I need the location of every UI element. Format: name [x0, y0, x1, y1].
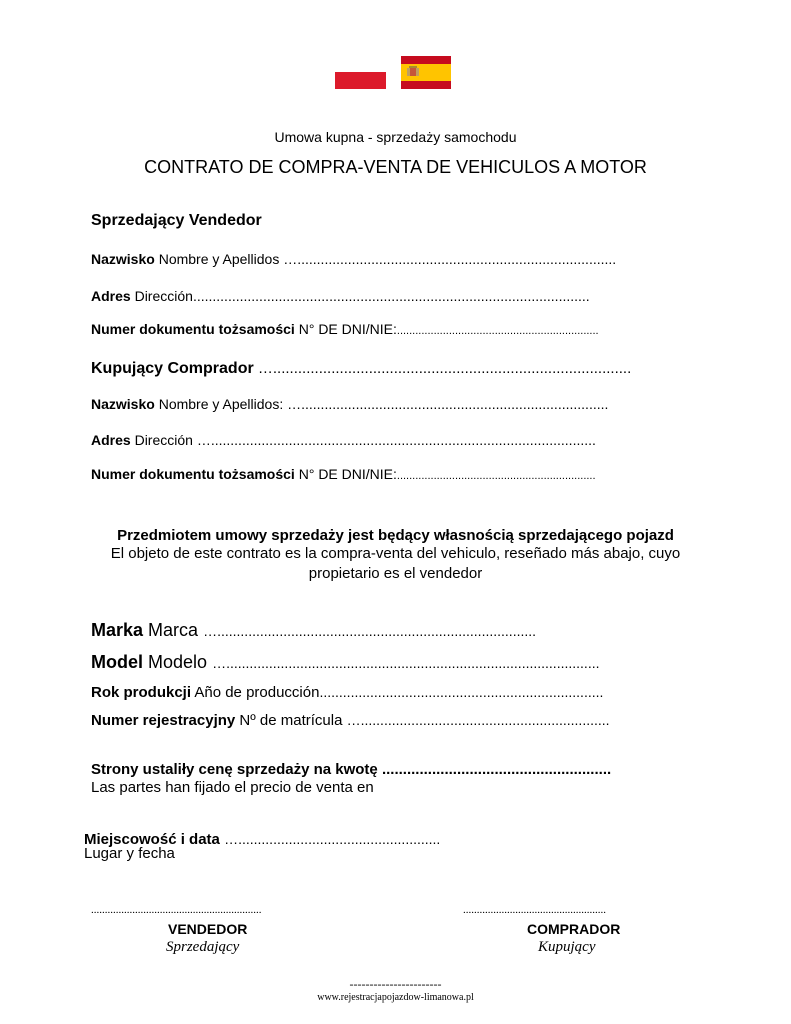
seller-address-row	[91, 288, 590, 304]
vehicle-year-field[interactable]: .........................................................................	[319, 684, 604, 700]
seller-id-label-es: N° DE DNI/NIE:	[298, 321, 397, 337]
vehicle-registration-field[interactable]: …................................................................	[346, 712, 610, 728]
buyer-signature-label-pl: Kupujący	[538, 939, 596, 955]
price-row	[91, 761, 611, 778]
place-date-field[interactable]: …....................................................	[224, 831, 441, 847]
buyer-id-label-pl: Numer dokumentu tożsamości	[91, 466, 295, 482]
seller-surname-field[interactable]: …..................................................................................	[283, 251, 617, 267]
buyer-address-label-pl: Adres	[91, 432, 131, 448]
buyer-id-row	[91, 466, 596, 482]
price-label-es: Las partes han fijado el precio de venta en	[91, 779, 374, 796]
vehicle-year-row	[91, 684, 603, 701]
buyer-heading-field[interactable]: …......................................................................................	[257, 360, 632, 377]
seller-address-label-es: Dirección	[134, 288, 193, 304]
vehicle-brand-label-es: Marca	[148, 620, 199, 640]
seller-address-field[interactable]: ......................................................................................................	[192, 288, 590, 304]
place-date-label-pl: Miejscowość i data	[84, 831, 220, 848]
seller-address-label-pl: Adres	[91, 288, 131, 304]
seller-surname-label-pl: Nazwisko	[91, 251, 155, 267]
subtitle-polish: Umowa kupna - sprzedaży samochodu	[274, 129, 517, 145]
buyer-heading: Kupujący Comprador	[91, 360, 254, 377]
buyer-address-row	[91, 432, 596, 448]
vehicle-model-field[interactable]: …................................................................................................	[212, 655, 600, 671]
buyer-surname-field[interactable]: …...............................................................................	[287, 396, 609, 412]
subject-line-spanish-2: propietario es el vendedor	[308, 565, 483, 582]
subject-line-polish: Przedmiotem umowy sprzedaży jest będący własnością sprzedającego pojazd	[117, 527, 674, 544]
place-date-label-es: Lugar y fecha	[84, 845, 175, 862]
buyer-surname-label-pl: Nazwisko	[91, 396, 155, 412]
buyer-id-field[interactable]: .................................................................	[396, 470, 596, 482]
flag-poland-icon	[335, 72, 386, 89]
buyer-surname-label-es: Nombre y Apellidos:	[158, 396, 284, 412]
vehicle-model-row	[91, 652, 599, 673]
vehicle-model-label-es: Modelo	[148, 652, 208, 672]
vehicle-year-label-es: Año de producción	[194, 684, 320, 701]
buyer-id-label-es: N° DE DNI/NIE:	[298, 466, 397, 482]
buyer-signature-label-es: COMPRADOR	[527, 921, 621, 937]
vehicle-registration-row	[91, 712, 610, 729]
subject-line-spanish-1: El objeto de este contrato es la compra-venta del vehiculo, reseñado más abajo, cuyo	[110, 545, 681, 562]
price-field[interactable]: .......................................................	[381, 761, 612, 778]
buyer-address-label-es: Dirección	[134, 432, 193, 448]
vehicle-model-label-pl: Model	[91, 652, 143, 672]
flag-spain-icon	[401, 56, 451, 89]
document-title: CONTRATO DE COMPRA-VENTA DE VEHICULOS A MOTOR	[144, 157, 647, 177]
vehicle-registration-label-pl: Numer rejestracyjny	[91, 712, 236, 729]
seller-id-field[interactable]: ..................................................................	[396, 325, 599, 337]
buyer-signature-line[interactable]: ....................................................	[463, 904, 606, 916]
vehicle-brand-label-pl: Marka	[91, 620, 144, 640]
footer-divider: -----------------------	[349, 977, 442, 991]
seller-signature-label-pl: Sprzedający	[166, 939, 240, 955]
vehicle-year-label-pl: Rok produkcji	[91, 684, 192, 701]
seller-heading: Sprzedający Vendedor	[91, 212, 262, 229]
seller-surname-row	[91, 251, 616, 267]
price-label-pl: Strony ustaliły cenę sprzedaży na kwotę	[91, 761, 378, 778]
vehicle-brand-field[interactable]: …..................................................................................	[203, 623, 537, 639]
seller-id-row	[91, 321, 599, 337]
seller-signature-label-es: VENDEDOR	[168, 921, 248, 937]
buyer-address-field[interactable]: …...................................................................................................	[196, 432, 596, 448]
seller-signature-line[interactable]: ..............................................................	[91, 904, 262, 916]
vehicle-brand-row	[91, 620, 536, 641]
seller-surname-label-es: Nombre y Apellidos	[158, 251, 280, 267]
buyer-heading-row	[91, 360, 631, 378]
seller-id-label-pl: Numer dokumentu tożsamości	[91, 321, 295, 337]
footer-url[interactable]: www.rejestracjapojazdow-limanowa.pl	[317, 992, 474, 1003]
buyer-surname-row	[91, 396, 608, 412]
vehicle-registration-label-es: Nº de matrícula	[239, 712, 343, 729]
